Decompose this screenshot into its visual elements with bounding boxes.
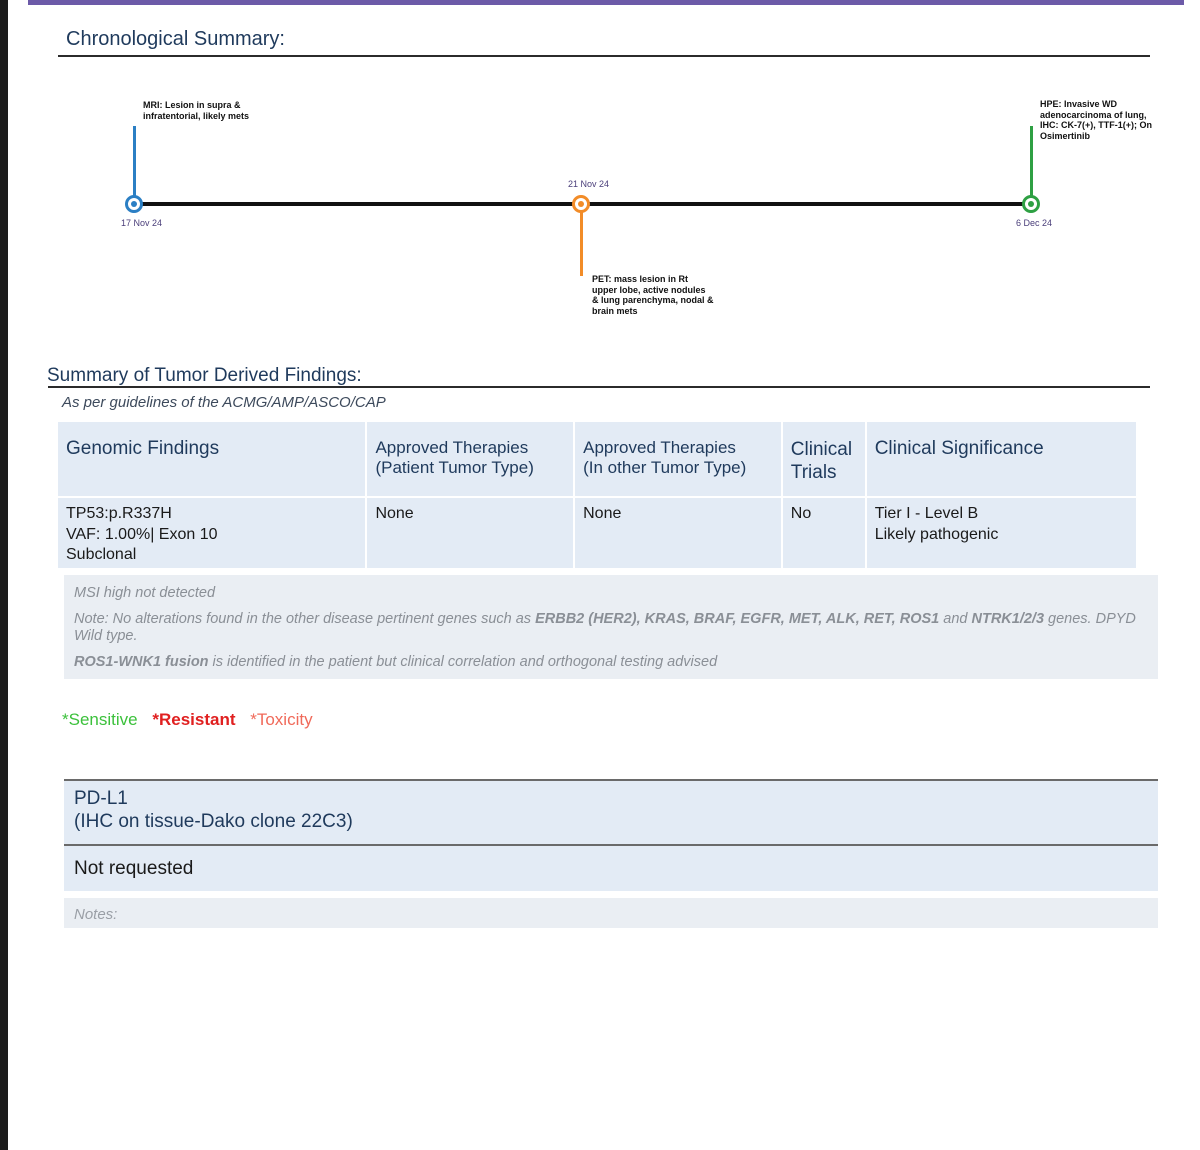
- timeline-event-pet-stem: [580, 212, 583, 276]
- legend-toxicity: *Toxicity: [250, 710, 313, 729]
- significance-tier: Tier I - Level B: [874, 505, 979, 522]
- cell-clinical-significance: [867, 496, 1136, 568]
- pdl1-notes: Notes:: [64, 898, 1158, 928]
- header-trials-line2: Trials: [790, 462, 837, 483]
- timeline-event-pet-text: PET: mass lesion in Rt upper lobe, active nodules & lung parenchyma, nodal & brain mets: [592, 274, 714, 316]
- timeline-event-pet-marker: [572, 195, 590, 213]
- note-genes: ERBB2 (HER2), KRAS, BRAF, EGFR, MET, ALK, RET, ROS1: [535, 611, 940, 627]
- timeline-event-mri-date: 17 Nov 24: [121, 218, 163, 228]
- chronology-title-rule: [58, 55, 1150, 57]
- timeline-event-pet-date: 21 Nov 24: [568, 179, 610, 189]
- report-page: [8, 0, 1200, 1150]
- header-clinical-trials: [783, 422, 865, 496]
- table-row: [58, 496, 1136, 568]
- timeline-event-hpe-date: 6 Dec 24: [1016, 218, 1053, 228]
- note-suffix: genes. DPYD Wild type.: [74, 611, 1136, 644]
- header-approved-other: [575, 422, 781, 496]
- findings-title-rule: [48, 386, 1150, 388]
- pdl1-result: Not requested: [64, 846, 1158, 891]
- note-genes-ntrk: NTRK1/2/3: [971, 611, 1045, 627]
- header-trials-line1: Clinical: [790, 439, 853, 460]
- table-header-row: [58, 422, 1136, 496]
- timeline-event-hpe-text: HPE: Invasive WD adenocarcinoma of lung, IHC: CK-7(+), TTF-1(+); On Osimertinib: [1040, 99, 1152, 141]
- header-clinical-significance: [867, 422, 1136, 496]
- legend-resistant: *Resistant: [152, 710, 236, 729]
- findings-subtitle: As per guidelines of the ACMG/AMP/ASCO/CAP: [62, 394, 386, 411]
- fusion-name: ROS1-WNK1 fusion: [74, 654, 209, 670]
- significance-class: Likely pathogenic: [874, 525, 999, 543]
- msi-note: MSI high not detected: [74, 585, 216, 601]
- response-legend: [62, 710, 323, 730]
- header-significance-label: Clinical Significance: [874, 438, 1044, 459]
- note-and: and: [939, 611, 972, 627]
- variant-name: TP53:p.R337H: [66, 505, 172, 522]
- fusion-text: is identified in the patient but clinical correlation and orthogonal testing advised: [208, 654, 718, 670]
- header-genomic-findings: [58, 422, 365, 496]
- fusion-note: [74, 654, 1148, 671]
- variant-vaf: VAF: 1.00%| Exon 10: [66, 525, 218, 543]
- genomic-findings-table: [56, 422, 1138, 568]
- header-approved-patient-line1: Approved Therapies: [375, 438, 529, 457]
- timeline-event-mri-text: MRI: Lesion in supra & infratentorial, likely mets: [143, 100, 250, 121]
- findings-title: Summary of Tumor Derived Findings:: [47, 365, 362, 386]
- cell-clinical-trials: No: [783, 496, 865, 568]
- header-approved-patient: [367, 422, 573, 496]
- pdl1-method: (IHC on tissue-Dako clone 22C3): [74, 811, 353, 832]
- header-approved-other-line1: Approved Therapies: [583, 438, 736, 457]
- legend-sensitive: *Sensitive: [62, 710, 138, 729]
- cell-approved-other: None: [575, 496, 781, 568]
- alteration-note: [74, 611, 1148, 645]
- chronology-title: Chronological Summary:: [66, 28, 285, 50]
- cell-genomic-finding: [58, 496, 365, 568]
- note-prefix: Note: No alterations found in the other disease pertinent genes such as: [74, 611, 536, 627]
- timeline-event-mri-stem: [133, 126, 136, 198]
- pdl1-title: PD-L1: [74, 788, 128, 809]
- header-accent-bar: [28, 0, 1184, 5]
- timeline-event-hpe-marker: [1022, 195, 1040, 213]
- pdl1-header: [64, 781, 1158, 844]
- timeline-event-mri-marker: [125, 195, 143, 213]
- findings-notes: [64, 575, 1158, 679]
- cell-approved-patient: None: [367, 496, 573, 568]
- variant-clonality: Subclonal: [66, 546, 137, 563]
- timeline-event-hpe-stem: [1030, 126, 1033, 198]
- header-approved-patient-line2: (Patient Tumor Type): [375, 458, 534, 477]
- header-genomic-label: Genomic Findings: [66, 438, 220, 459]
- header-approved-other-line2: (In other Tumor Type): [583, 458, 747, 477]
